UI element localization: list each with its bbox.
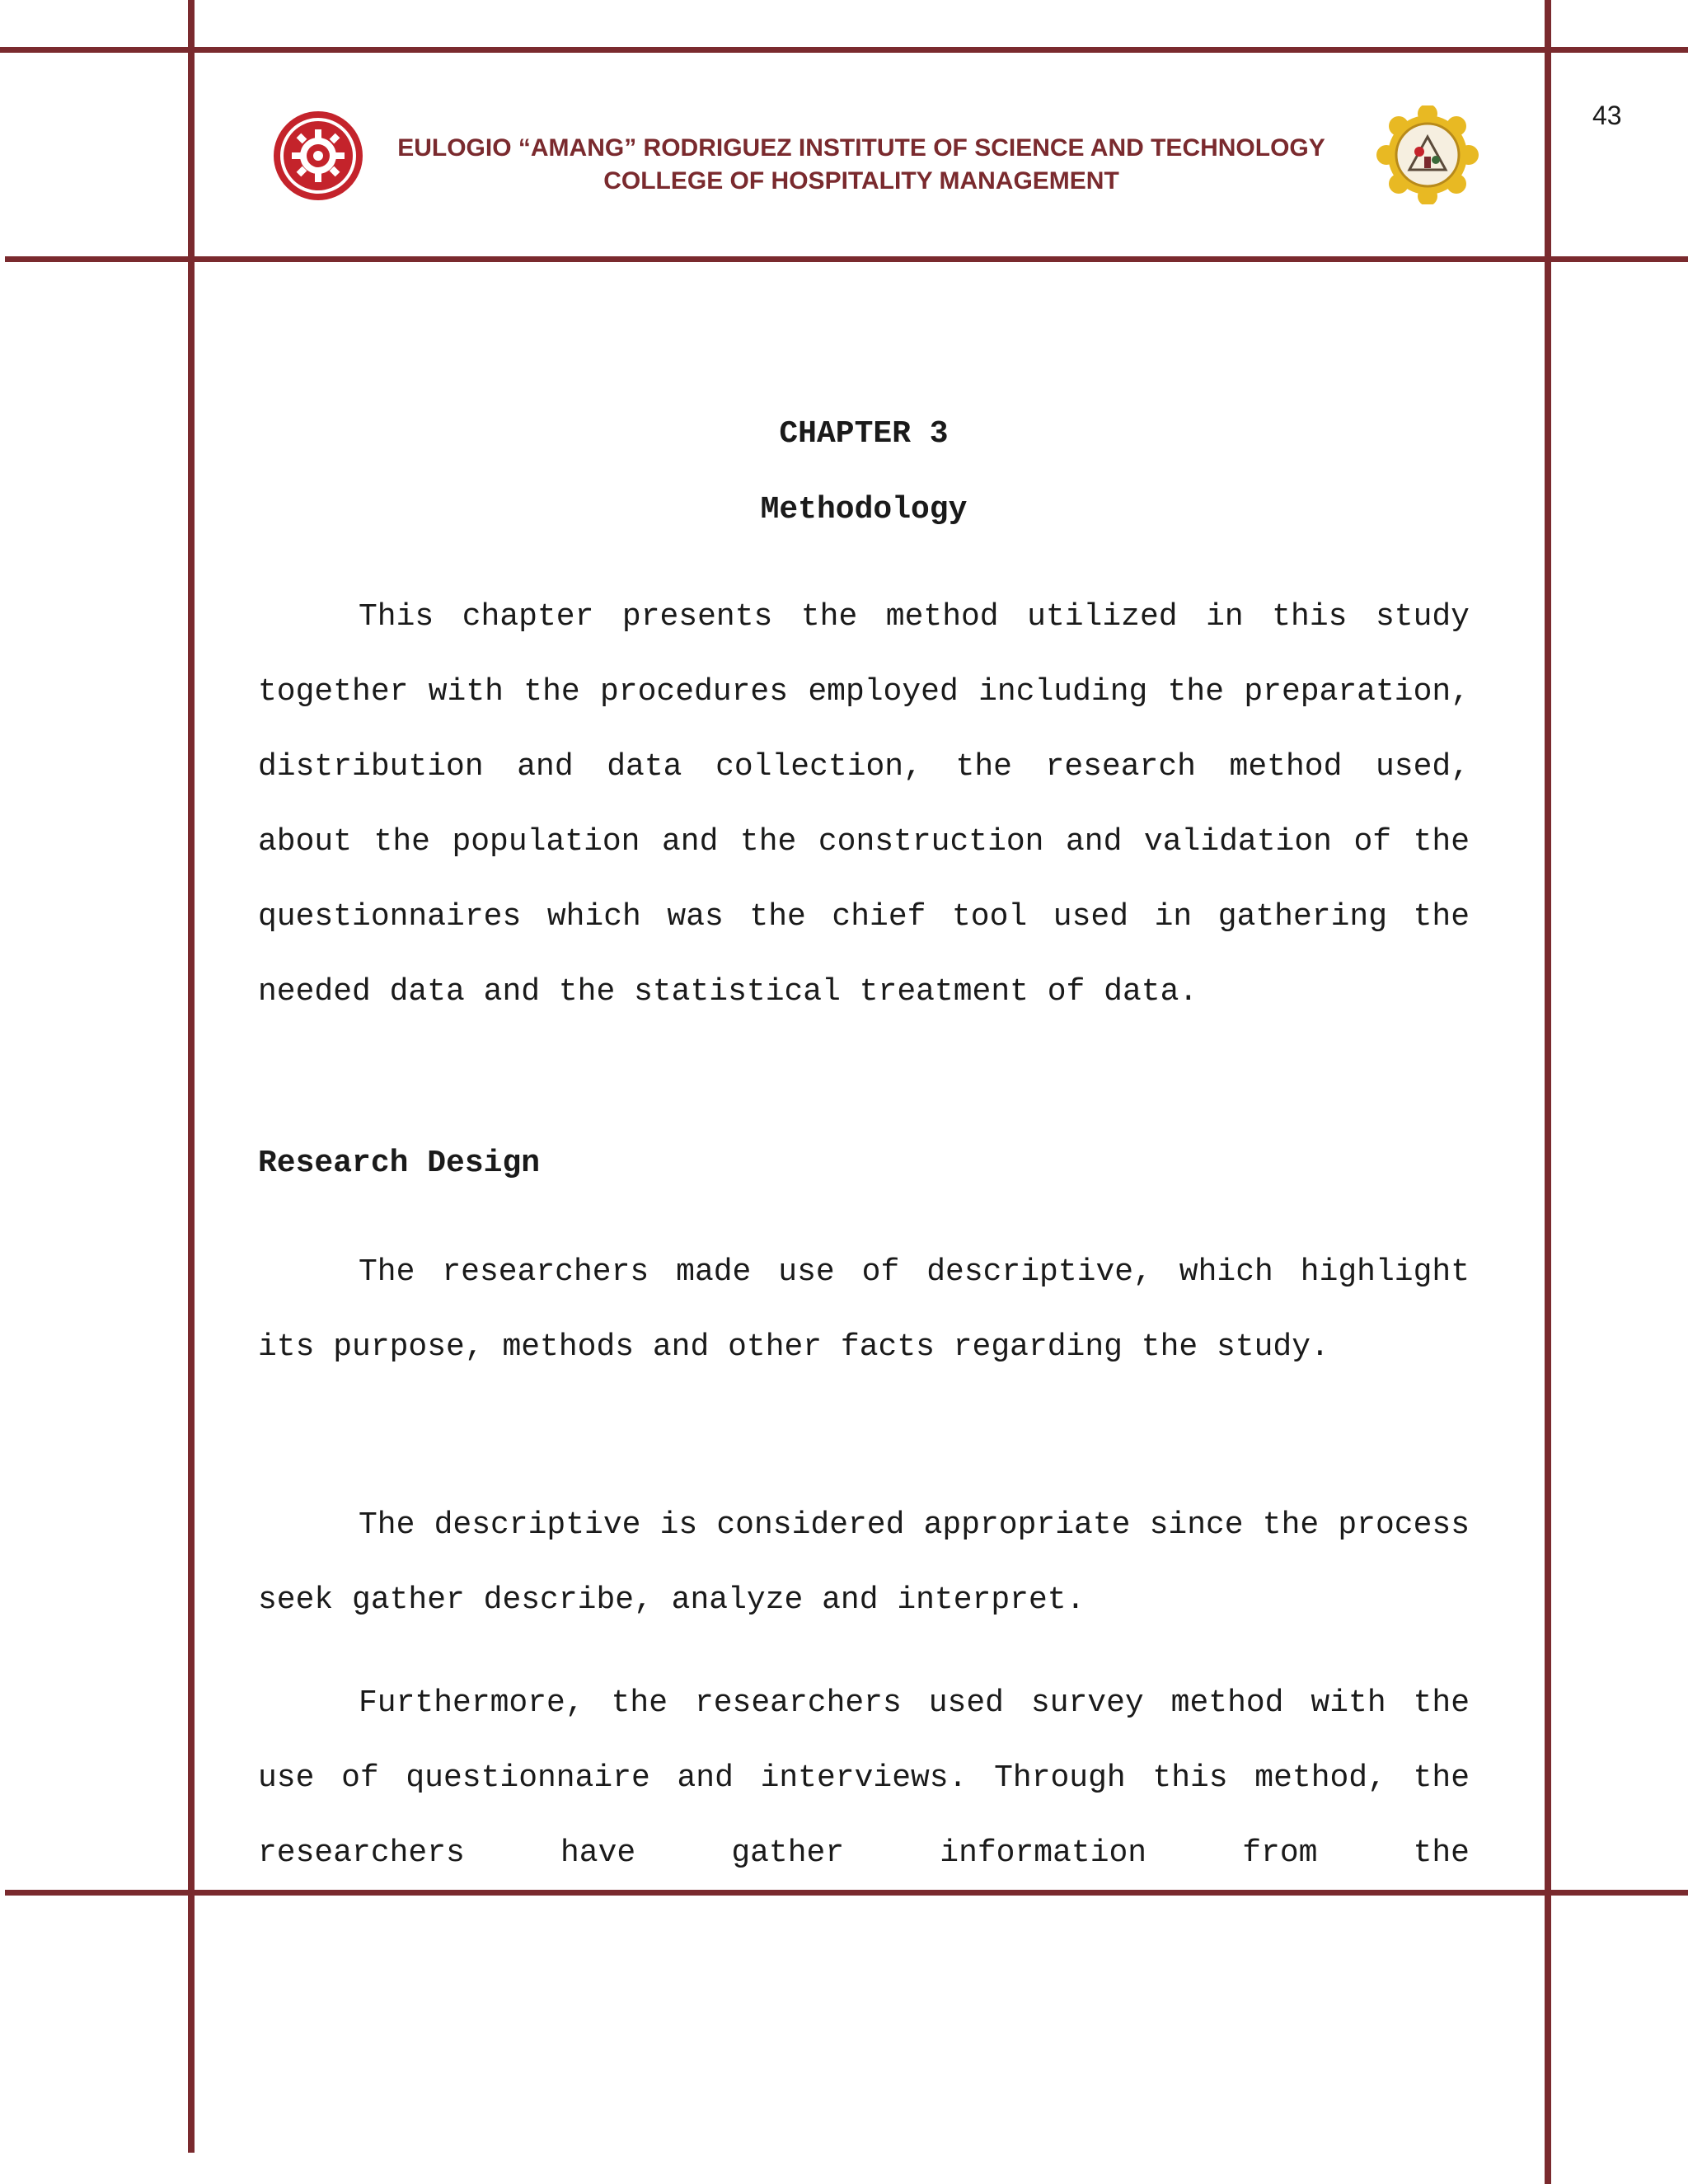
research-design-paragraph-2: The descriptive is considered appropriate since the process seek gather describe, analyze and interpret. (258, 1507, 1470, 1618)
chapter-label: CHAPTER 3 (779, 416, 949, 452)
institution-name: EULOGIO “AMANG” RODRIGUEZ INSTITUTE OF SCIENCE AND TECHNOLOGY (397, 134, 1325, 162)
intro-paragraph: This chapter presents the method utilized in this study together with the procedures employed including the preparation, distribution and data collection, the research method used, about the population and the construction and validation of the questionnaires which was the chief tool used in gathering the needed data and the statistical treatment of data. (258, 599, 1470, 1010)
left-margin-rule (188, 0, 195, 2153)
right-margin-rule (1545, 0, 1551, 2184)
footer-top-rule (5, 1890, 1688, 1896)
research-design-paragraph-1: The researchers made use of descriptive, which highlight its purpose, methods and other facts regarding the study. (258, 1254, 1470, 1365)
chapter-title: Methodology (760, 492, 968, 527)
header-bottom-rule (5, 256, 1688, 262)
college-name: COLLEGE OF HOSPITALITY MANAGEMENT (603, 167, 1119, 194)
research-design-paragraph-3: Furthermore, the researchers used survey method with the use of questionnaire and interviews. Through this method, the researchers have gather information from the (258, 1685, 1470, 1871)
page-number: 43 (1592, 101, 1622, 130)
top-border-rule (0, 47, 1688, 53)
section-heading-research-design: Research Design (258, 1146, 541, 1181)
